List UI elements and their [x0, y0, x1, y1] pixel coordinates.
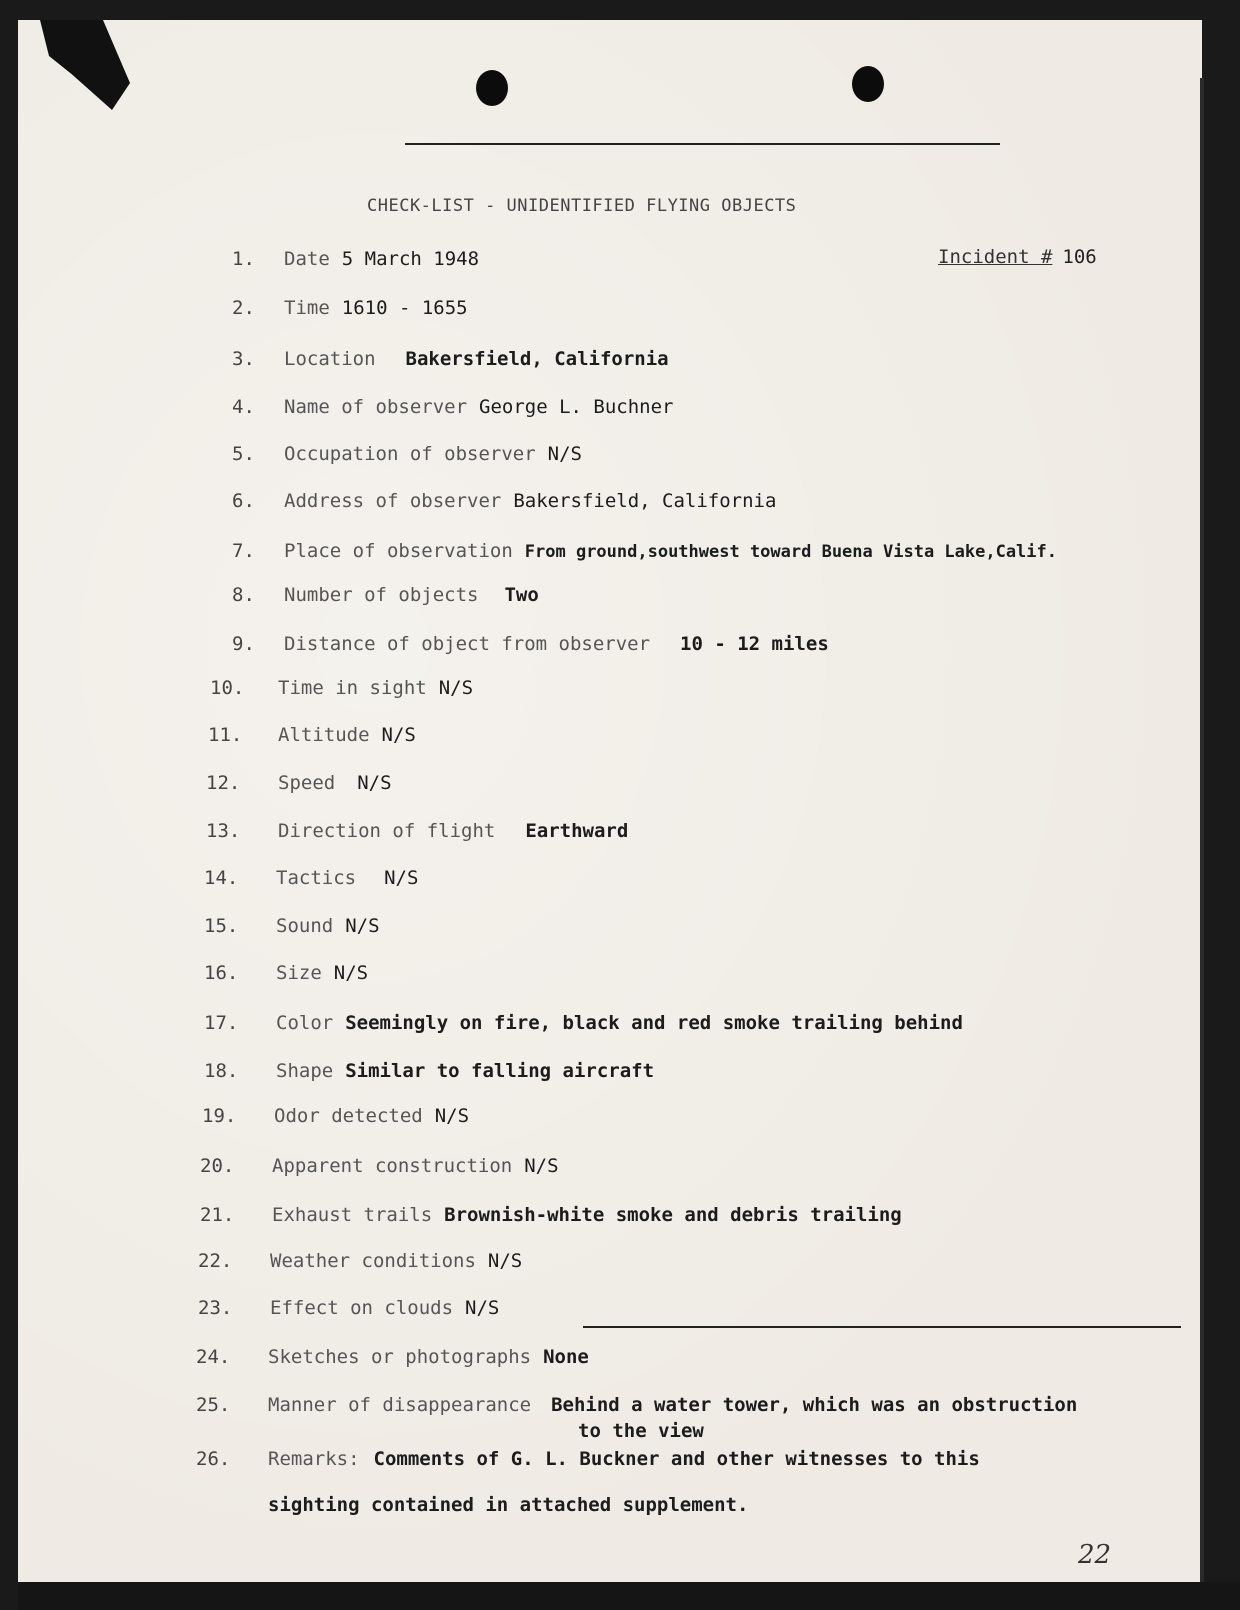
- punch-hole-right: [852, 66, 884, 102]
- footer-rule: [583, 1326, 1181, 1328]
- checklist-item-disappearance-continued: to the view: [578, 1420, 704, 1442]
- header-rule: [405, 143, 1000, 145]
- document-title: CHECK-LIST - UNIDENTIFIED FLYING OBJECTS: [367, 196, 797, 216]
- page-edge-bottom: [18, 1582, 1240, 1610]
- incident-number: [938, 246, 1097, 268]
- incident-value: 106: [1062, 246, 1097, 268]
- page-edge-right: [1200, 78, 1204, 1593]
- page-number: 22: [1078, 1540, 1112, 1570]
- incident-label: Incident #: [938, 246, 1053, 268]
- punch-hole-left: [476, 70, 508, 106]
- checklist-item-remarks-continued: sighting contained in attached supplement.: [268, 1494, 749, 1516]
